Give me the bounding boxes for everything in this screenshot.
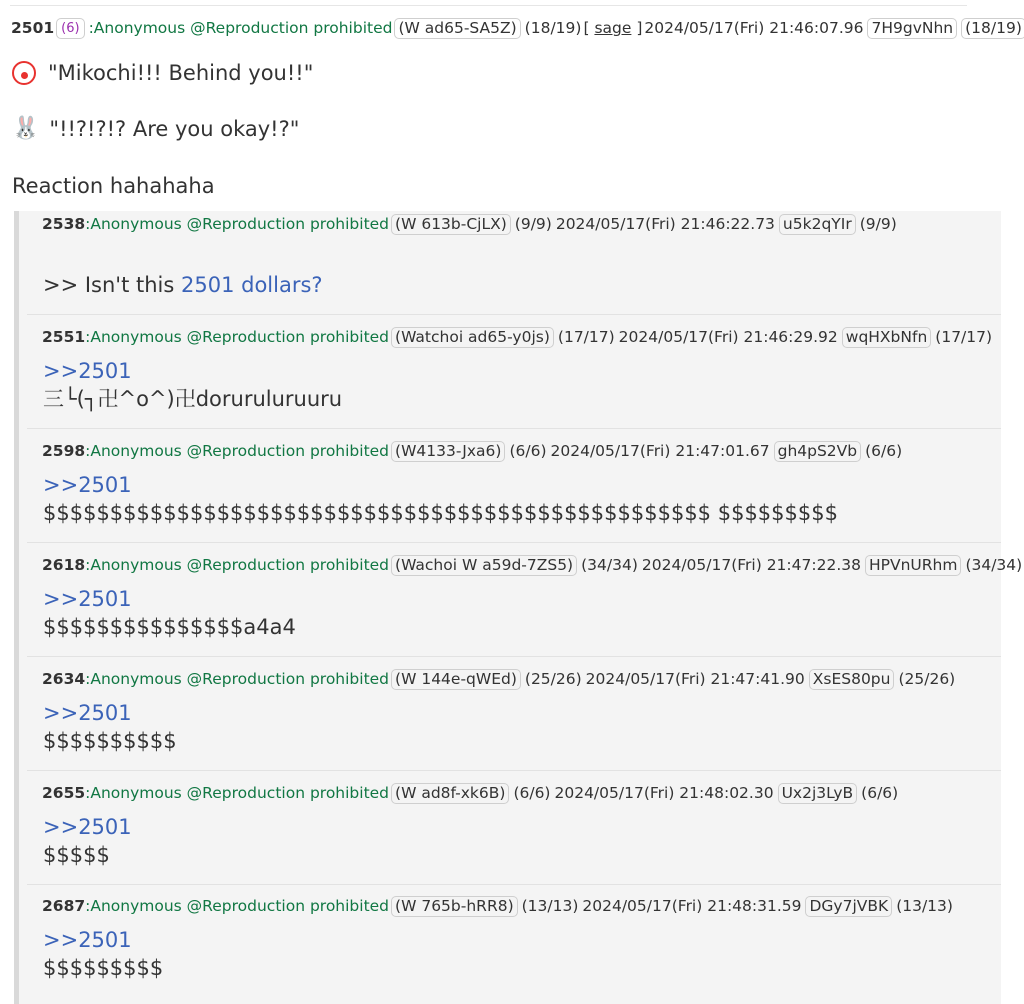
post-datetime: 2024/05/17(Fri) 21:47:01.67: [550, 442, 770, 460]
poster-name: :Anonymous @Reproduction prohibited: [85, 784, 390, 802]
reply-number[interactable]: 2687: [42, 897, 86, 915]
reply-text: 三└(┐卍^o^)卍doruruluruuru: [43, 387, 343, 411]
reply-number[interactable]: 2618: [42, 556, 86, 574]
poster-name: :Anonymous @Reproduction prohibited: [88, 19, 393, 37]
sage-open-bracket: [: [583, 19, 590, 37]
trip-code[interactable]: HPVnURhm: [865, 555, 961, 576]
poster-name: :Anonymous @Reproduction prohibited: [85, 670, 390, 688]
post-count: (9/9): [514, 215, 552, 233]
replies-panel: [14, 211, 1023, 1004]
reply-number[interactable]: 2598: [42, 442, 86, 460]
reply-header: [42, 212, 899, 236]
post-datetime: 2024/05/17(Fri) 21:48:31.59: [582, 897, 802, 915]
clown-face-icon: [12, 61, 36, 85]
post-count-badge[interactable]: (18/19): [961, 18, 1024, 39]
poster-name: :Anonymous @Reproduction prohibited: [85, 897, 390, 915]
trip-code[interactable]: DGy7jVBK: [805, 896, 892, 917]
poster-id[interactable]: (W ad8f-xk6B): [391, 783, 509, 804]
post-count: (34/34): [581, 556, 638, 574]
poster-name: :Anonymous @Reproduction prohibited: [85, 442, 390, 460]
quote-link[interactable]: >>2501: [43, 815, 132, 839]
poster-id[interactable]: (Wachoi W a59d-7ZS5): [391, 555, 577, 576]
reply-header: [42, 667, 957, 691]
reply-post: [27, 771, 1001, 885]
post-number[interactable]: 2501: [11, 19, 55, 37]
sage-close-bracket: ]: [636, 19, 643, 37]
post-line-text: "!!?!?!? Are you okay!?": [49, 117, 300, 141]
post-line-text: "Mikochi!!! Behind you!!": [48, 61, 314, 85]
sage-link[interactable]: sage: [594, 19, 632, 37]
post-count: (18/19): [524, 19, 582, 37]
post-count-badge: (6/6): [865, 442, 903, 460]
post-count-badge: (25/26): [898, 670, 956, 688]
reply-post: [27, 543, 1023, 657]
reply-header: [42, 325, 994, 349]
post-datetime: 2024/05/17(Fri) 21:47:41.90: [585, 670, 805, 688]
post-count-badge: (13/13): [896, 897, 953, 915]
post-count-badge: (9/9): [859, 215, 897, 233]
reply-text: $$$$$$$$$$: [43, 729, 177, 753]
post-datetime: 2024/05/17(Fri) 21:46:07.96: [644, 19, 864, 37]
poster-id[interactable]: (Watchoi ad65-y0js): [391, 327, 554, 348]
rabbit-icon: 🐰: [12, 116, 40, 141]
post-line: [12, 59, 313, 87]
trip-code[interactable]: gh4pS2Vb: [774, 441, 862, 462]
poster-id[interactable]: (W 144e-qWEd): [391, 669, 521, 690]
quote-link[interactable]: >>2501: [43, 473, 132, 497]
main-post: [11, 16, 1022, 40]
reply-text: $$$$$$$$$$$$$$$$$$$$$$$$$$$$$$$$$$$$$$$$$$$$$$$$$$ $$$$$$$$$: [43, 501, 838, 525]
trip-code[interactable]: XsES80pu: [809, 669, 895, 690]
quote-link[interactable]: >>2501: [43, 701, 132, 725]
reply-header: [42, 439, 904, 463]
poster-id[interactable]: (W4133-Jxa6): [391, 441, 505, 462]
poster-id[interactable]: (W 613b-CjLX): [391, 214, 511, 235]
quote-link[interactable]: 2501 dollars?: [181, 273, 323, 297]
post-header: [11, 16, 1022, 40]
post-count: (17/17): [557, 328, 615, 346]
reply-post: [27, 315, 1001, 429]
post-datetime: 2024/05/17(Fri) 21:46:22.73: [555, 215, 775, 233]
reply-number[interactable]: 2634: [42, 670, 86, 688]
post-count: (13/13): [521, 897, 579, 915]
top-divider: [10, 5, 967, 6]
trip-code[interactable]: wqHXbNfn: [842, 327, 932, 348]
reply-header: [42, 553, 1024, 577]
reply-header: [42, 894, 955, 918]
trip-code[interactable]: u5k2qYIr: [779, 214, 856, 235]
post-count-badge: (6/6): [861, 784, 899, 802]
post-count: (25/26): [524, 670, 582, 688]
poster-name: :Anonymous @Reproduction prohibited: [85, 328, 390, 346]
post-datetime: 2024/05/17(Fri) 21:47:22.38: [641, 556, 861, 574]
reply-quote: [43, 271, 323, 299]
post-datetime: 2024/05/17(Fri) 21:48:02.30: [554, 784, 774, 802]
quote-link[interactable]: >>2501: [43, 928, 132, 952]
reply-text: $$$$$: [43, 843, 110, 867]
post-count-badge: (34/34): [965, 556, 1023, 574]
post-datetime: 2024/05/17(Fri) 21:46:29.92: [618, 328, 838, 346]
post-line: [12, 115, 299, 143]
post-count: (6/6): [513, 784, 551, 802]
poster-name: :Anonymous @Reproduction prohibited: [85, 556, 390, 574]
reply-text: $$$$$$$$$: [43, 956, 164, 980]
post-line: [12, 172, 215, 200]
reply-post: [27, 885, 1001, 1004]
post-count-badge: (17/17): [935, 328, 993, 346]
poster-id[interactable]: (W ad65-SA5Z): [394, 18, 520, 39]
reply-post: [27, 211, 1001, 315]
quote-link[interactable]: >>2501: [43, 587, 132, 611]
poster-name: :Anonymous @Reproduction prohibited: [85, 215, 390, 233]
post-count: (6/6): [509, 442, 547, 460]
reply-text: $$$$$$$$$$$$$$$a4a4: [43, 615, 296, 639]
quote-link[interactable]: >>2501: [43, 359, 132, 383]
trip-code[interactable]: Ux2j3LyB: [778, 783, 858, 804]
reply-number[interactable]: 2538: [42, 215, 86, 233]
post-line-text: Reaction hahahaha: [12, 174, 215, 198]
poster-id[interactable]: (W 765b-hRR8): [391, 896, 518, 917]
trip-code[interactable]: 7H9gvNhn: [867, 18, 957, 39]
reply-number[interactable]: 2655: [42, 784, 86, 802]
reply-post: [27, 429, 1001, 543]
quote-prefix: >> Isn't this: [43, 273, 181, 297]
reply-header: [42, 781, 900, 805]
reply-count-badge[interactable]: (6): [56, 18, 84, 39]
reply-post: [27, 657, 1001, 771]
reply-number[interactable]: 2551: [42, 328, 86, 346]
